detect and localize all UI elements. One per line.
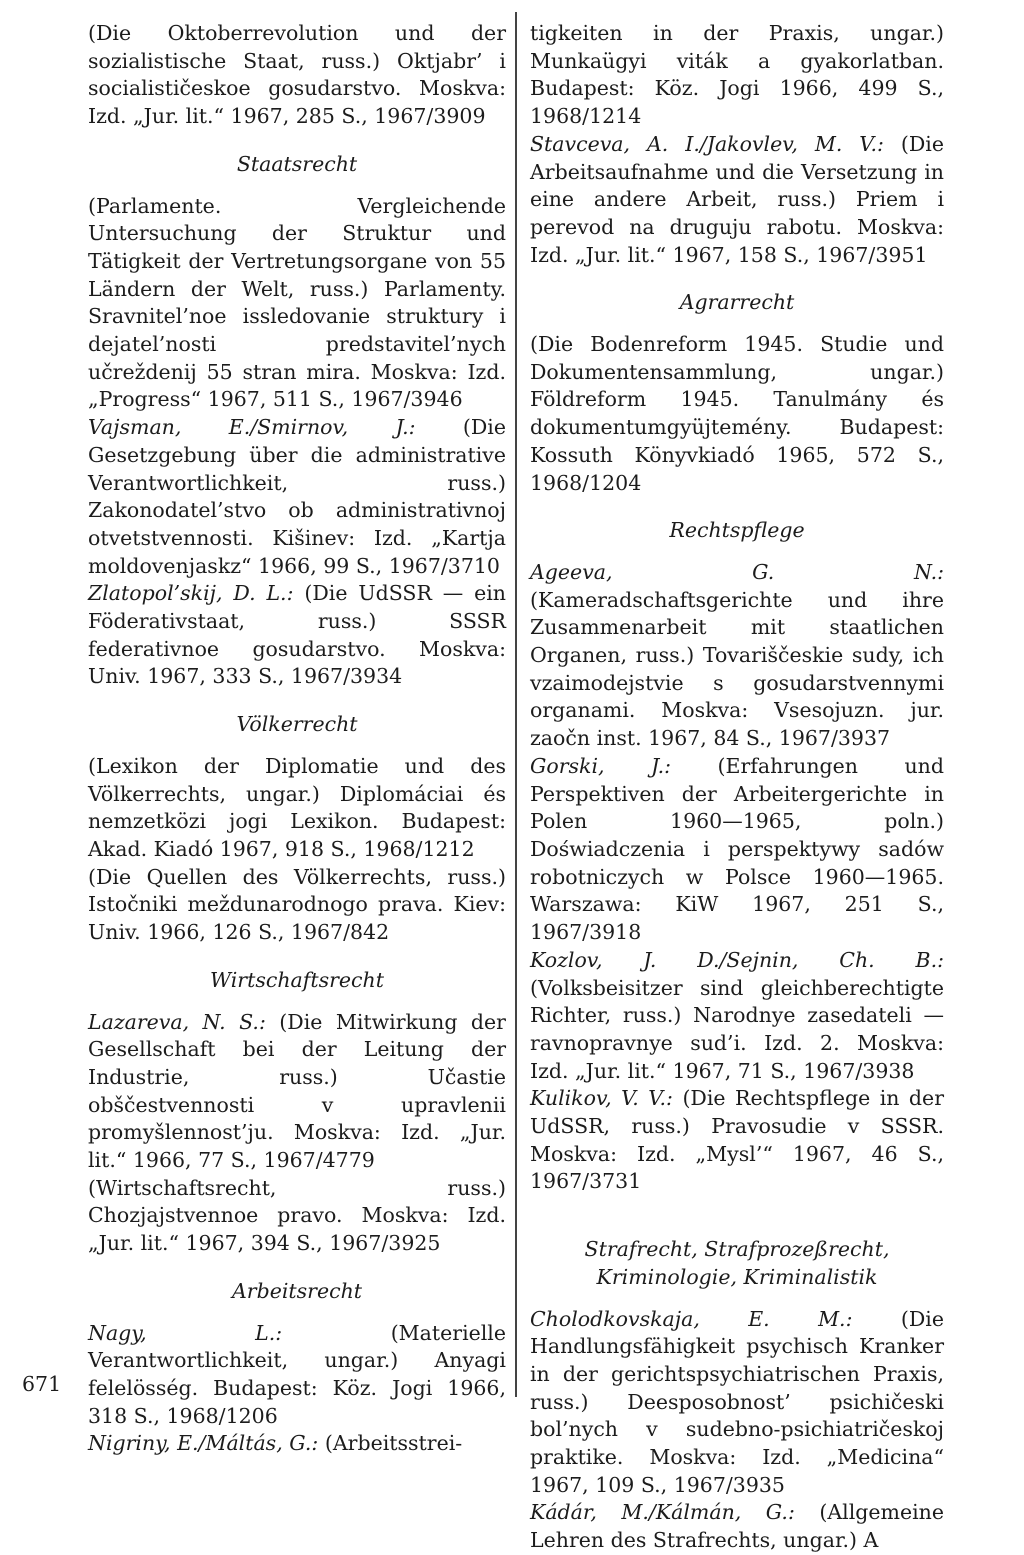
entry-text: (Parlamente. Vergleichende Untersuchung der Struktur und Tätigkeit der Vertretungsorgane von 55 Ländern der Welt, russ.) Parlamenty. Sravnitel’noe issledovanie struktury i dejatel’nosti predstavitel’nych učreždenij 55 stran mira. Moskva: Izd. „Progress“ 1967, 511 S., 1967/3946 — [88, 193, 506, 412]
entry-text: tigkeiten in der Praxis, ungar.) Munkaügyi viták a gyakorlatban. Budapest: Köz. Jogi 1966, 499 S., 1968/1214 — [530, 21, 944, 129]
bibliography-entry — [530, 20, 944, 131]
entry-text: (Die Handlungsfähigkeit psychisch Kranker in der gerichtspsychiatrischen Praxis, russ.) Deesposobnost’ psichičeski bol’nych v sudebno-psichiatričeskoj praktike. Moskva: Izd. „Medicina“ 1967, 109 S., 1967/3935 — [530, 1306, 944, 1497]
section-heading-arbeitsrecht: Arbeitsrecht — [231, 1278, 363, 1303]
entry-author: Zlatopol’skij, D. L.: — [88, 581, 294, 606]
section-heading-line: Strafrecht, Strafprozeßrecht, — [584, 1237, 890, 1262]
entry-text: (Allgemeine Lehren des Strafrechts, ungar.) A — [530, 1500, 944, 1553]
bibliography-entry — [530, 1085, 944, 1196]
bibliography-entry — [530, 131, 944, 270]
entry-text: (Lexikon der Diplomatie und des Völkerrechts, ungar.) Diplomáciai és nemzetközi jogi Lexikon. Budapest: Akad. Kiadó 1967, 918 S., 1968/1212 — [88, 753, 506, 861]
entry-author: Nagy, L.: — [88, 1320, 283, 1345]
bibliography-entry — [88, 193, 506, 415]
bibliography-entry — [88, 20, 506, 131]
entry-author: Stavceva, A. I./Jakovlev, M. V.: — [530, 131, 884, 156]
bibliography-entry — [88, 1175, 506, 1258]
entry-author: Ageeva, G. N.: — [530, 559, 944, 584]
entry-text: (Die Arbeitsaufnahme und die Versetzung in eine andere Arbeit, russ.) Priem i perevod na druguju rabotu. Moskva: Izd. „Jur. lit.“ 1967, 158 S., 1967/3951 — [530, 131, 944, 267]
bibliography-entry — [88, 1430, 506, 1458]
entry-text: (Arbeitsstrei- — [324, 1431, 463, 1456]
entry-text: (Materielle Verantwortlichkeit, ungar.) Anyagi felelösség. Budapest: Köz. Jogi 1966, 318 S., 1968/1206 — [88, 1320, 506, 1428]
section-heading-agrarrecht: Agrarrecht — [679, 290, 795, 315]
bibliography-entry — [530, 947, 944, 1086]
bibliography-entry — [88, 864, 506, 947]
entry-text: (Erfahrungen und Perspektiven der Arbeitergerichte in Polen 1960—1965, poln.) Doświadczenia i perspektywy sadów robotniczych w Polsce 1960—1965. Warszawa: KiW 1967, 251 S., 1967/3918 — [530, 753, 944, 945]
bibliography-entry — [88, 580, 506, 691]
bibliography-entry — [88, 753, 506, 864]
entry-author: Kulikov, V. V.: — [530, 1086, 673, 1111]
entry-author: Kádár, M./Kálmán, G.: — [530, 1500, 795, 1525]
bibliography-entry — [88, 1320, 506, 1431]
section-heading-voelkerrecht: Völkerrecht — [236, 712, 358, 737]
entry-text: (Volksbeisitzer sind gleichberechtigte Richter, russ.) Narodnye zasedateli — ravnopravnye sud’i. Izd. 2. Moskva: Izd. „Jur. lit.“ 1967, 71 S., 1967/3938 — [530, 975, 944, 1083]
entry-author: Gorski, J.: — [530, 753, 672, 778]
section-heading-strafrecht — [530, 1196, 944, 1305]
bibliography-entry — [530, 559, 944, 753]
section-heading-staatsrecht: Staatsrecht — [236, 151, 358, 176]
right-column — [530, 20, 944, 1555]
section-heading-wirtschaftsrecht: Wirtschaftsrecht — [210, 967, 384, 992]
bibliography-entry — [530, 753, 944, 947]
entry-text: (Die Quellen des Völkerrechts, russ.) Istočniki meždunarodnogo prava. Kiev: Univ. 1966, 126 S., 1967/842 — [88, 864, 506, 945]
entry-author: Vajsman, E./Smirnov, J.: — [88, 415, 416, 440]
entry-author: Nigriny, E./Máltás, G.: — [88, 1431, 319, 1456]
entry-text: (Die UdSSR — ein Föderativstaat, russ.) SSSR federativnoe gosudarstvo. Moskva: Univ. 1967, 333 S., 1967/3934 — [88, 581, 506, 689]
entry-text: (Wirtschaftsrecht, russ.) Chozjajstvennoe pravo. Moskva: Izd. „Jur. lit.“ 1967, 394 S., 1967/3925 — [88, 1175, 506, 1256]
section-heading-rechtspflege: Rechtspflege — [669, 518, 805, 543]
entry-text: (Die Bodenreform 1945. Studie und Dokumentensammlung, ungar.) Földreform 1945. Tanulmány és dokumentumgyüjtemény. Budapest: Kossuth Könyvkiadó 1965, 572 S., 1968/1204 — [530, 332, 944, 495]
entry-text: (Die Rechtspflege in der UdSSR, russ.) Pravosudie v SSSR. Moskva: Izd. „Mysl’“ 1967, 46 S., 1967/3731 — [530, 1086, 944, 1194]
bibliography-entry — [530, 1306, 944, 1500]
left-column — [88, 20, 506, 1458]
entry-text: (Die Gesetzgebung über die administrative Verantwortlichkeit, russ.) Zakonodatel’stvo ob administrativnoj otvetstvennosti. Kišinev: Izd. „Kartja moldovenjaskz“ 1966, 99 S., 1967/3710 — [88, 415, 506, 578]
entry-author: Cholodkovskaja, E. M.: — [530, 1306, 853, 1331]
bibliography-entry — [530, 1499, 944, 1554]
column-divider — [515, 12, 517, 1397]
entry-author: Lazareva, N. S.: — [88, 1009, 266, 1034]
bibliography-entry — [88, 414, 506, 580]
entry-text: (Kameradschaftsgerichte und ihre Zusammenarbeit mit staatlichen Organen, russ.) Tovariščeskie sudy, ich vzaimodejstvie s gosudarstvennymi organami. Moskva: Vsesojuzn. jur. zaočn inst. 1967, 84 S., 1967/3937 — [530, 587, 944, 751]
bibliography-entry — [530, 331, 944, 497]
section-heading-line: Kriminologie, Kriminalistik — [596, 1264, 878, 1289]
page-number: 671 — [22, 1372, 62, 1396]
entry-text: (Die Oktoberrevolution und der sozialistische Staat, russ.) Oktjabr’ i socialističeskoe gosudarstvo. Moskva: Izd. „Jur. lit.“ 1967, 285 S., 1967/3909 — [88, 21, 506, 129]
entry-text: (Die Mitwirkung der Gesellschaft bei der Leitung der Industrie, russ.) Učastie obščestvennosti v upravlenii promyšlennost’ju. Moskva: Izd. „Jur. lit.“ 1966, 77 S., 1967/4779 — [88, 1009, 506, 1173]
entry-author: Kozlov, J. D./Sejnin, Ch. B.: — [530, 947, 944, 972]
bibliography-entry — [88, 1009, 506, 1175]
